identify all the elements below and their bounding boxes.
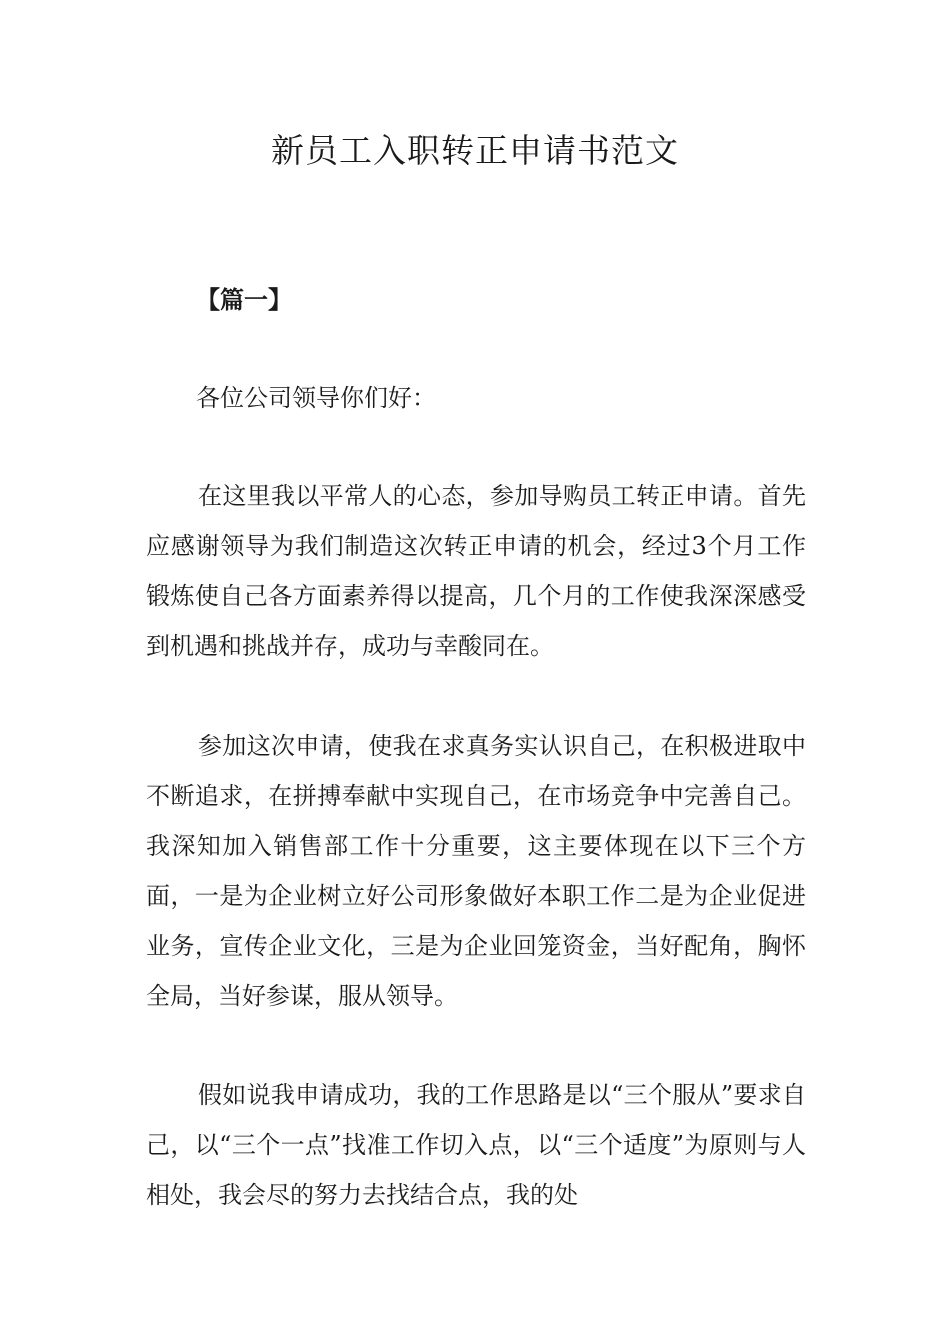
paragraph-3: 假如说我申请成功，我的工作思路是以“三个服从”要求自己，以“三个一点”找准工作切入点，以“三个适度”为原则与人相处，我会尽的努力去找结合点，我的处 [146, 1081, 806, 1209]
document-title: 新员工入职转正申请书范文 [271, 131, 679, 170]
greeting-line: 各位公司领导你们好： [196, 384, 436, 412]
paragraph-2: 参加这次申请，使我在求真务实认识自己，在积极进取中不断追求，在拼搏奉献中实现自己，在市场竞争中完善自己。我深知加入销售部工作十分重要，这主要体现在以下三个方面，一是为企业树立好公司形象做好本职工作二是为企业促进业务，宣传企业文化，三是为企业回笼资金，当好配角，胸怀全局，当好参谋，服从领导。 [146, 732, 806, 1010]
paragraph-1: 在这里我以平常人的心态，参加导购员工转正申请。首先应感谢领导为我们制造这次转正申请的机会，经过3个月工作锻炼使自己各方面素养得以提高，几个月的工作使我深深感受到机遇和挑战并存，成功与幸酸同在。 [146, 482, 806, 660]
section-label: 【篇一】 [196, 286, 292, 314]
